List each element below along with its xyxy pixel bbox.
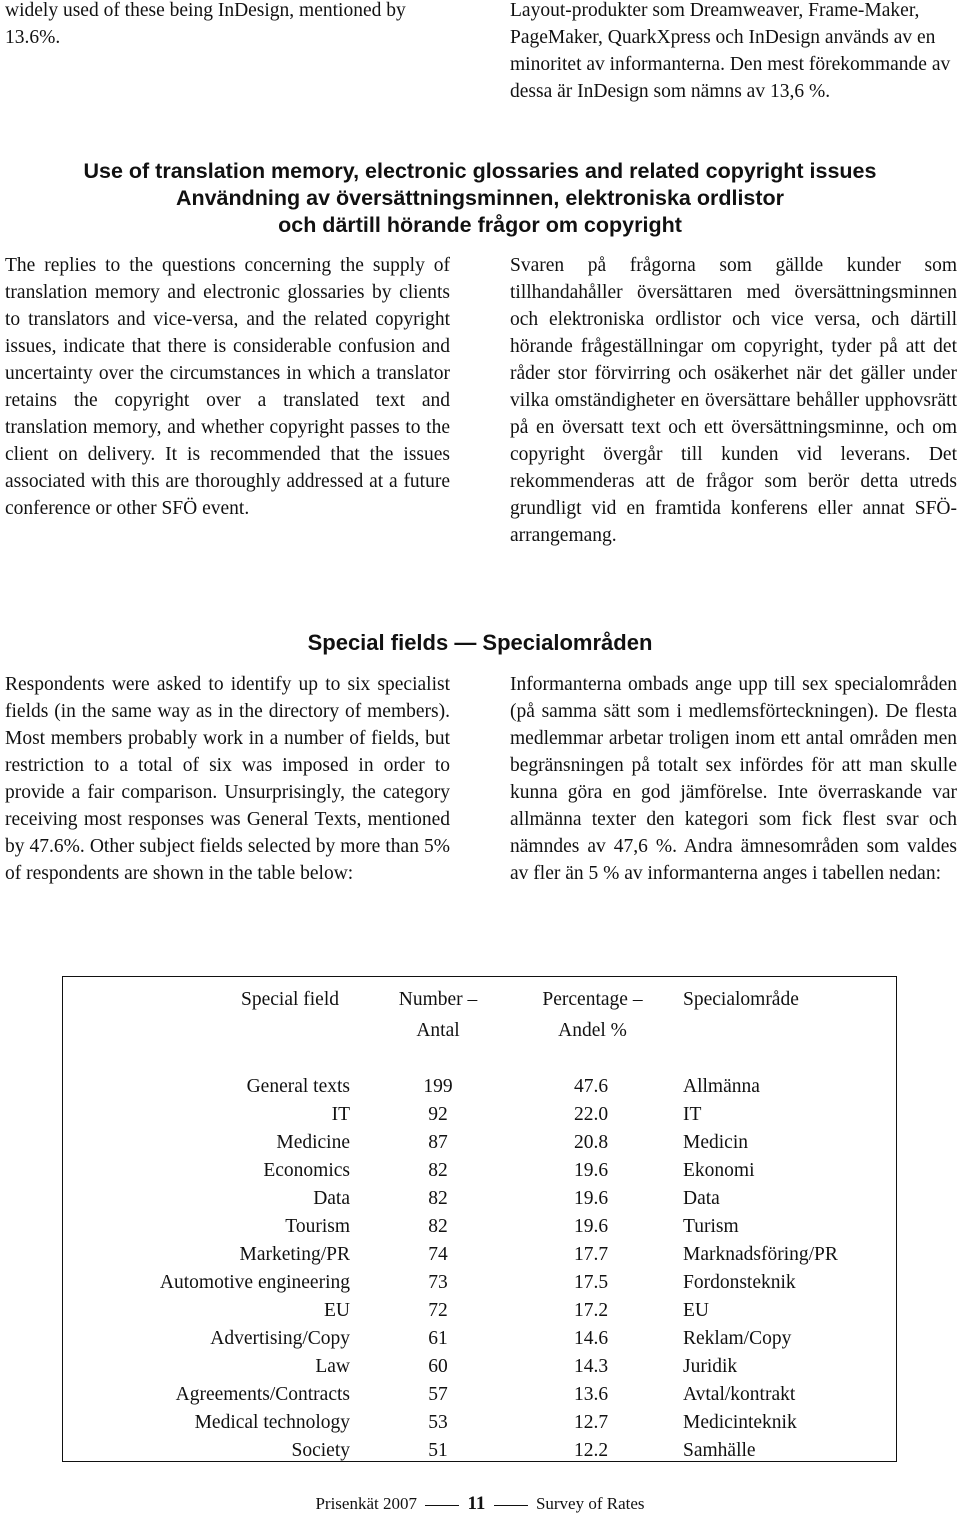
heading-swedish-line2: och därtill hörande frågor om copyright: [278, 213, 682, 237]
translation-memory-paragraph-sv: Svaren på frågorna som gällde kunder som tillhandahåller översättaren med översättningsminnen och elektroniska ordlistor och vice versa, och därtill hörande frågeställningar om copyright, tyder på att det råder stor förvirring och osäkerhet när det gäller under vilka omständigheter en översättare behåller upphovsrätt på en översatt text och ett översättningsminne, och om copyright övergår till kunden vid leverans. Det rekommenderas att de frågor som berör detta utreds grundligt vid en framtida konferens eller annat SFÖ-arrangemang.: [510, 255, 957, 546]
special-fields-paragraph-sv: Informanterna ombads ange upp till sex specialområden (på samma sätt som i medlemsförteckningen). De flesta medlemmar arbetar troligen inom ett antal områden men begränsningen på totalt sex infördes för att man skulle kunna göra en god jämförelse. Inte överraskande var allmänna texter den kategori som fick flest svar och nämndes av 47,6 %. Andra ämnesområden som valdes av fler än 5 % av informanterna anges i tabellen nedan:: [510, 674, 957, 884]
cell-number: 72: [428, 1300, 448, 1321]
cell-percent: 17.7: [573, 1244, 609, 1265]
footer-publication: Prisenkät 2007: [315, 1494, 417, 1513]
cell-number: 51: [428, 1440, 448, 1461]
cell-field: General texts: [246, 1076, 350, 1097]
cell-field: Marketing/PR: [239, 1244, 350, 1265]
table-row: [63, 1381, 896, 1409]
top-right-paragraph: Layout-produkter som Dreamweaver, Frame-Maker, PageMaker, QuarkXpress och InDesign används av en minoritet av informanterna. Den mest förekommande av dessa är InDesign som nämns av 13,6 %.: [510, 0, 951, 102]
cell-swedish: EU: [683, 1300, 709, 1321]
cell-field: Medical technology: [194, 1412, 350, 1433]
cell-number: 73: [428, 1272, 448, 1293]
table-row: [63, 1129, 896, 1157]
header-number-line1: Number –: [398, 989, 478, 1010]
cell-swedish: Avtal/kontrakt: [683, 1384, 796, 1405]
table-row: [63, 1185, 896, 1213]
cell-field: Agreements/Contracts: [175, 1384, 350, 1405]
table-row: [63, 1269, 896, 1297]
footer-page-number: 11: [467, 1493, 486, 1514]
cell-field: Data: [313, 1188, 350, 1209]
cell-percent: 19.6: [573, 1160, 609, 1181]
cell-swedish: Reklam/Copy: [683, 1328, 792, 1349]
cell-field: Tourism: [285, 1216, 350, 1237]
cell-swedish: Fordonsteknik: [683, 1272, 796, 1293]
table-row: [63, 1353, 896, 1381]
heading-swedish-line1: Användning av översättningsminnen, elektroniska ordlistor: [175, 186, 785, 210]
cell-number: 92: [428, 1104, 448, 1125]
cell-percent: 19.6: [573, 1188, 609, 1209]
special-fields-table: [62, 976, 897, 1462]
cell-field: Advertising/Copy: [210, 1328, 350, 1349]
cell-field: Economics: [263, 1160, 350, 1181]
cell-field: Society: [291, 1440, 350, 1461]
cell-swedish: Samhälle: [683, 1440, 756, 1461]
table-row: [63, 1409, 896, 1437]
header-special-field: Special field: [241, 989, 340, 1010]
footer-title: Survey of Rates: [535, 1494, 645, 1513]
header-percentage-line2: Andel %: [558, 1020, 627, 1041]
cell-number: 82: [428, 1216, 448, 1237]
cell-number: 74: [428, 1244, 448, 1265]
footer-rule-left: [425, 1505, 459, 1506]
cell-number: 57: [428, 1384, 448, 1405]
cell-percent: 13.6: [573, 1384, 609, 1405]
cell-swedish: Data: [683, 1188, 720, 1209]
cell-percent: 12.7: [573, 1412, 609, 1433]
table-row: [63, 1213, 896, 1241]
page-footer: [0, 1492, 960, 1516]
cell-number: 82: [428, 1188, 448, 1209]
cell-number: 53: [428, 1412, 448, 1433]
cell-number: 82: [428, 1160, 448, 1181]
table-body: [63, 1073, 896, 1465]
header-percentage: [530, 984, 655, 1046]
cell-swedish: Medicinteknik: [683, 1412, 797, 1433]
cell-percent: 20.8: [573, 1132, 609, 1153]
cell-field: EU: [324, 1300, 350, 1321]
header-percentage-line1: Percentage –: [542, 989, 643, 1010]
header-number: [388, 984, 488, 1046]
table-row: [63, 1297, 896, 1325]
table-row: [63, 1437, 896, 1465]
cell-swedish: Allmänna: [683, 1076, 760, 1097]
cell-percent: 17.5: [573, 1272, 609, 1293]
cell-field: Medicine: [276, 1132, 350, 1153]
top-left-paragraph: widely used of these being InDesign, mentioned by 13.6%.: [5, 0, 406, 48]
heading-english: Use of translation memory, electronic glossaries and related copyright issues: [83, 159, 877, 183]
cell-percent: 22.0: [573, 1104, 609, 1125]
cell-number: 87: [428, 1132, 448, 1153]
cell-swedish: IT: [683, 1104, 702, 1125]
cell-number: 61: [428, 1328, 448, 1349]
table-row: [63, 1101, 896, 1129]
cell-percent: 14.6: [573, 1328, 609, 1349]
cell-percent: 19.6: [573, 1216, 609, 1237]
cell-swedish: Ekonomi: [683, 1160, 755, 1181]
header-specialomrade: Specialområde: [683, 989, 799, 1010]
footer-rule-right: [494, 1505, 528, 1506]
header-number-line2: Antal: [416, 1020, 460, 1041]
cell-percent: 14.3: [573, 1356, 609, 1377]
cell-field: IT: [331, 1104, 350, 1125]
table-row: [63, 1325, 896, 1353]
table-row: [63, 1073, 896, 1101]
table-row: [63, 1241, 896, 1269]
cell-field: Automotive engineering: [159, 1272, 350, 1293]
cell-percent: 17.2: [573, 1300, 609, 1321]
cell-percent: 47.6: [573, 1076, 609, 1097]
cell-swedish: Turism: [683, 1216, 739, 1237]
cell-swedish: Medicin: [683, 1132, 748, 1153]
table-row: [63, 1157, 896, 1185]
section-heading-translation-memory: [0, 158, 960, 239]
special-fields-paragraph-en: Respondents were asked to identify up to six specialist fields (in the same way as in the directory of members). Most members probably work in a number of fields, but restriction to a total of six was imposed in order to provide a fair comparison. Unsurprisingly, the category receiving most responses was General Texts, mentioned by 47.6%. Other subject fields selected by more than 5% of respondents are shown in the table below:: [5, 674, 450, 884]
cell-percent: 12.2: [573, 1440, 609, 1461]
cell-number: 199: [423, 1076, 453, 1097]
cell-number: 60: [428, 1356, 448, 1377]
cell-field: Law: [315, 1356, 350, 1377]
section-heading-special-fields: Special fields — Specialområden: [307, 630, 653, 655]
translation-memory-paragraph-en: The replies to the questions concerning the supply of translation memory and electronic glossaries by clients to translators and vice-versa, and the related copyright issues, indicate that there is considerable confusion and uncertainty over the circumstances in which a translator retains the copyright over a translated text and translation memory, and whether copyright passes to the client on delivery. It is recommended that the issues associated with this are thoroughly addressed at a future conference or other SFÖ event.: [5, 255, 450, 519]
cell-swedish: Marknadsföring/PR: [683, 1244, 838, 1265]
cell-swedish: Juridik: [683, 1356, 738, 1377]
